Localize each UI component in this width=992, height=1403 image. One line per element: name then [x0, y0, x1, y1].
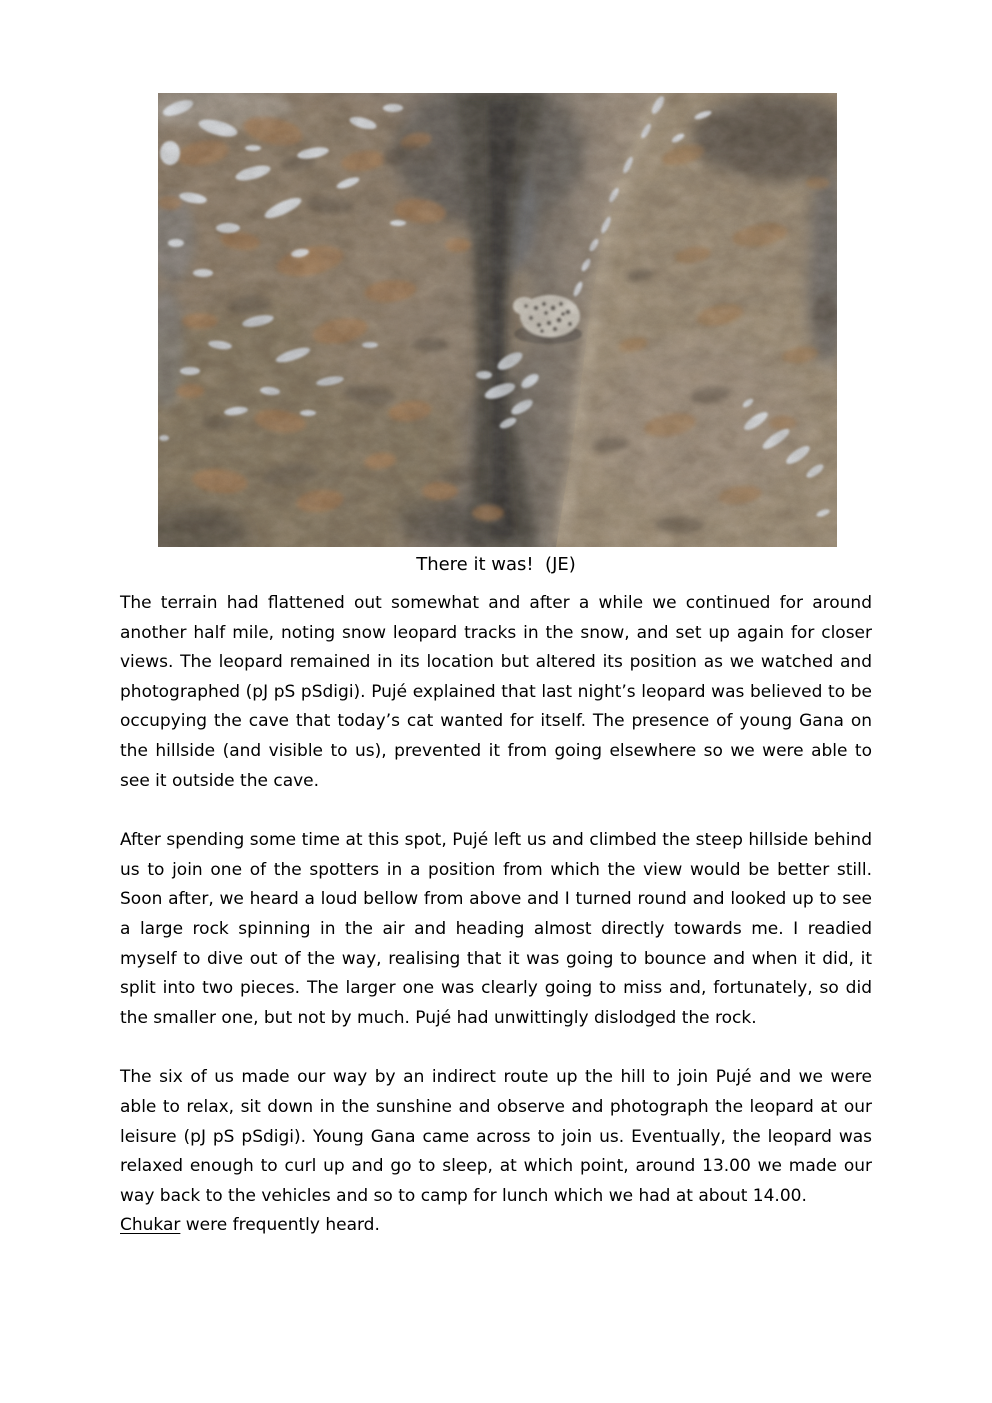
snow-leopard-photo	[158, 93, 837, 547]
chukar-rest: were frequently heard.	[180, 1215, 380, 1236]
photo-grain	[158, 93, 837, 547]
cliff-photo-illustration	[158, 93, 837, 547]
paragraph-terrain: The terrain had flattened out somewhat and after a while we continued for around another half mile, noting snow leopard tracks in the snow, and set up again for closer views. The leopard remained in its location but altered its position as we watched and photographed (pJ pS pSdigi). Pujé explained that last night’s leopard was believed to be occupying the cave that today’s cat wanted for itself. The presence of young Gana on the hillside (and visible to us), prevented it from going elsewhere so we were able to see it outside the cave.	[120, 593, 872, 791]
body-text	[120, 589, 872, 1241]
paragraph-rockfall: After spending some time at this spot, Pujé left us and climbed the steep hillside behind us to join one of the spotters in a position from which the view would be better still. Soon after, we heard a loud bellow from above and I turned round and looked up to see a large rock spinning in the air and heading almost directly towards me. I readied myself to dive out of the way, realising that it was going to bounce and when it did, it split into two pieces. The larger one was clearly going to miss and, fortunately, so did the smaller one, but not by much. Pujé had unwittingly dislodged the rock.	[120, 830, 872, 1028]
paragraph-leisure: The six of us made our way by an indirect route up the hill to join Pujé and we were able to relax, sit down in the sunshine and observe and photograph the leopard at our leisure (pJ pS pSdigi). Young Gana came across to join us. Eventually, the leopard was relaxed enough to curl up and go to sleep, at which point, around 13.00 we made our way back to the vehicles and so to camp for lunch which we had at about 14.00.	[120, 1067, 872, 1206]
photo-caption: There it was! (JE)	[416, 554, 576, 575]
chukar-term: Chukar	[120, 1215, 181, 1236]
chukar-line	[120, 1211, 872, 1241]
